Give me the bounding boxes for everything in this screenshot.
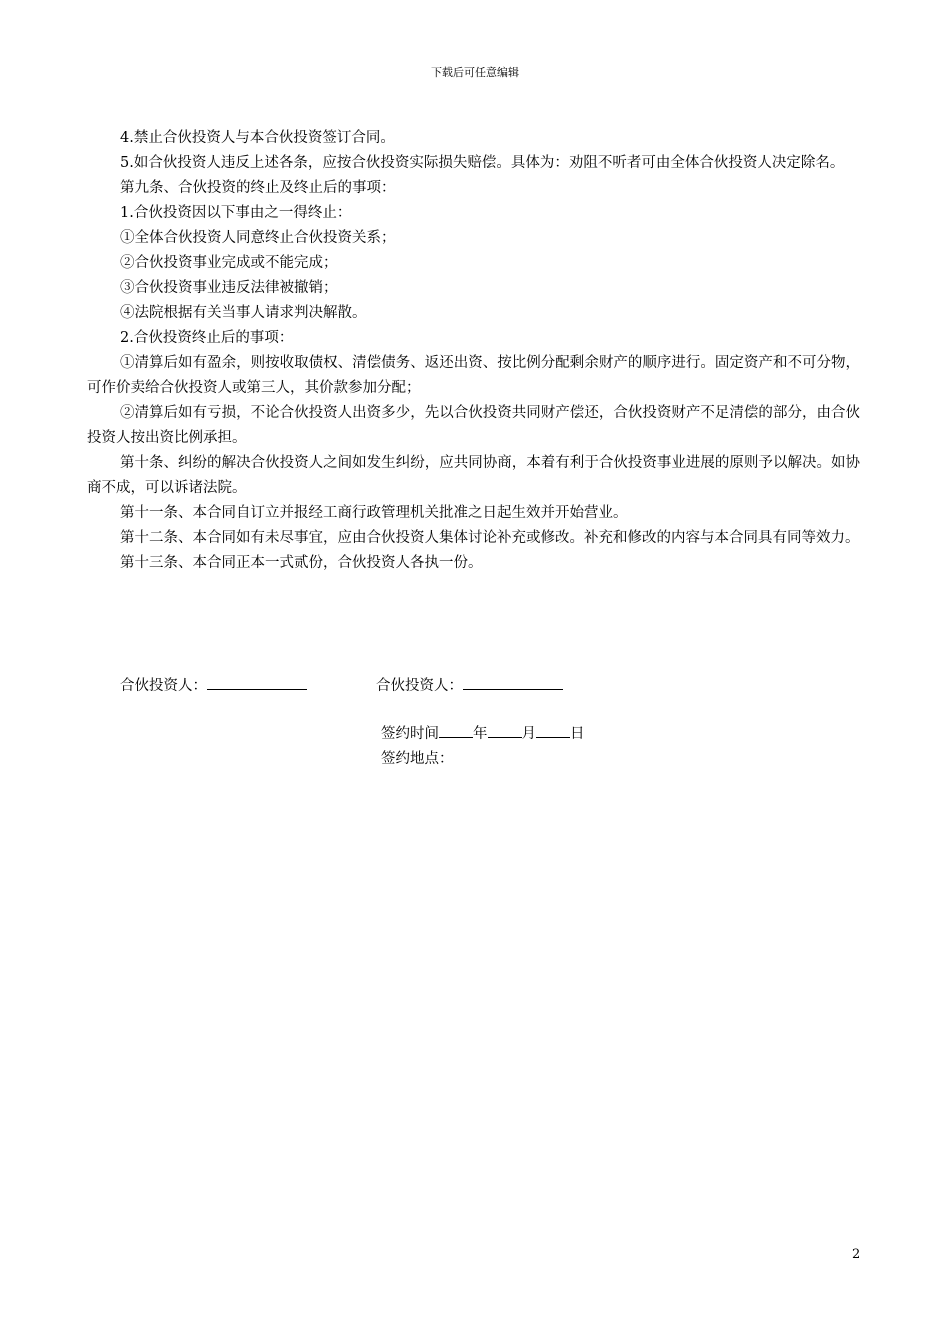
day-label: 日 [570,726,585,742]
signing-date-label: 签约时间 [381,726,439,742]
month-blank[interactable] [488,721,522,738]
paragraph: ①清算后如有盈余，则按收取债权、清偿债务、返还出资、按比例分配剩余财产的顺序进行。固定资产和不可分物，可作价卖给合伙投资人或第三人，其价款参加分配； [87,355,860,396]
paragraph: 第十条、纠纷的解决合伙投资人之间如发生纠纷，应共同协商，本着有利于合伙投资事业进展的原则予以解决。如协商不成，可以诉诸法院。 [87,455,860,496]
signature-row [120,673,463,699]
party2-label: 合伙投资人： [376,678,463,694]
paragraph: 第十三条、本合同正本一式贰份，合伙投资人各执一份。 [120,555,483,571]
paragraph: ②合伙投资事业完成或不能完成； [120,255,338,271]
party2-signature [376,673,563,699]
party2-blank-line[interactable] [463,673,563,690]
year-label: 年 [473,726,488,742]
paragraph: 2.合伙投资终止后的事项： [120,330,294,346]
paragraph: ④法院根据有关当事人请求判决解散。 [120,305,367,321]
signing-place-line [381,747,585,772]
paragraph: ②清算后如有亏损，不论合伙投资人出资多少，先以合伙投资共同财产偿还，合伙投资财产不足清偿的部分，由合伙投资人按出资比例承担。 [87,405,860,446]
party1-blank-line[interactable] [207,673,307,690]
signing-place-label: 签约地点： [381,751,454,767]
paragraph: 1.合伙投资因以下事由之一得终止： [120,205,352,221]
month-label: 月 [521,726,536,742]
paragraph: ①全体合伙投资人同意终止合伙投资关系； [120,230,396,246]
party1-label: 合伙投资人： [120,678,207,694]
year-blank[interactable] [439,721,473,738]
page-number: 2 [852,1247,861,1262]
paragraph: 第十一条、本合同自订立并报经工商行政管理机关批准之日起生效并开始营业。 [120,505,628,521]
signing-date-line [381,721,585,747]
page-header: 下载后可任意编辑 [431,66,519,79]
paragraph: ③合伙投资事业违反法律被撤销； [120,280,338,296]
paragraph: 第十二条、本合同如有未尽事宜，应由合伙投资人集体讨论补充或修改。补充和修改的内容与本合同具有同等效力。 [120,530,860,546]
paragraph: 5.如合伙投资人违反上述各条，应按合伙投资实际损失赔偿。具体为：劝阻不听者可由全体合伙投资人决定除名。 [120,155,845,171]
signing-info [381,721,585,772]
paragraph: 4.禁止合伙投资人与本合伙投资签订合同。 [120,130,395,146]
document-body [87,126,860,576]
paragraph: 第九条、合伙投资的终止及终止后的事项： [120,180,396,196]
day-blank[interactable] [536,721,570,738]
party1-signature [120,673,307,699]
